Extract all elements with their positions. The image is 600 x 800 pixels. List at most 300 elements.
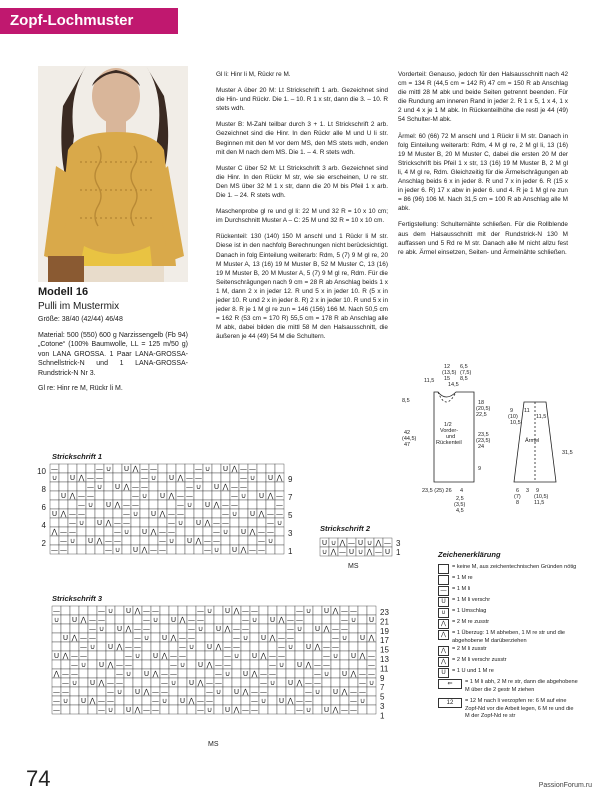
dim-label: (10,5) (534, 494, 549, 500)
chart-symbol: — (52, 606, 61, 616)
row-number: 7 (380, 683, 385, 693)
dim-label: (13,5) (442, 370, 457, 376)
legend (438, 550, 578, 722)
chart-cell (167, 482, 176, 491)
chart-cell (349, 642, 358, 651)
chart-symbol: U (240, 527, 247, 537)
watermark: PassionForum.ru (538, 782, 592, 789)
chart-symbol: U (258, 491, 265, 501)
chart-symbol: — (268, 651, 277, 661)
chart-grid (320, 538, 392, 556)
chart-cell (322, 615, 331, 624)
legend-item (438, 657, 578, 667)
chart-cell (248, 518, 257, 527)
chart-symbol: ∪ (249, 473, 256, 483)
chart-symbol: U (116, 624, 123, 634)
chart-symbol: — (313, 669, 322, 679)
legend-item (438, 608, 578, 618)
chart-symbol: — (59, 545, 68, 555)
chart-cell (77, 536, 86, 545)
chart-cell (313, 606, 322, 615)
chart-cell (131, 518, 140, 527)
chart-symbol: — (77, 509, 86, 519)
chart-symbol: — (140, 482, 149, 492)
chart-symbol: — (160, 669, 169, 679)
chart-symbol: — (221, 518, 230, 528)
chart-symbol: U (348, 547, 355, 557)
chart-cell (68, 545, 77, 554)
chart-cell (124, 696, 133, 705)
chart-cell (205, 669, 214, 678)
chart-cell (59, 482, 68, 491)
row-number: 6 (41, 503, 46, 512)
chart-symbol: — (61, 669, 70, 679)
chart-symbol: U (222, 464, 229, 474)
chart-cell (257, 464, 266, 473)
chart-cell (203, 482, 212, 491)
chart-cell (286, 606, 295, 615)
chart-cell (178, 705, 187, 714)
chart-cell (59, 473, 68, 482)
chart-symbol: — (232, 624, 241, 634)
legend-text: = 1 Umschlag (452, 608, 487, 615)
chart-cell (187, 651, 196, 660)
chart-symbol: — (232, 633, 241, 643)
chart-cell (349, 624, 358, 633)
page-number: 74 (26, 766, 51, 791)
chart-cell (185, 527, 194, 536)
chart-cell (95, 500, 104, 509)
legend-item (438, 679, 578, 694)
chart-symbol: — (358, 687, 367, 697)
chart-symbol: ⋀ (350, 669, 357, 679)
chart-cell (205, 624, 214, 633)
dim-label: 15 (444, 376, 451, 382)
chart-symbol: — (104, 545, 113, 555)
knitting-chart-3-svg (50, 604, 400, 752)
chart-symbol: — (133, 633, 142, 643)
chart-symbol: ∪ (204, 464, 211, 474)
dim-label: (3,5) (454, 502, 466, 508)
chart-cell (266, 500, 275, 509)
chart-symbol: ⋀ (170, 633, 177, 643)
chart-cell (52, 660, 61, 669)
chart-symbol: ⋀ (60, 509, 67, 519)
chart-symbol: ⋀ (267, 491, 274, 501)
chart-symbol: U (213, 482, 220, 492)
chart-cell (61, 660, 70, 669)
chart-cell (124, 678, 133, 687)
chart-cell (221, 491, 230, 500)
chart-symbol: ∪ (251, 615, 258, 625)
chart-cell (88, 669, 97, 678)
chart-symbol: ∪ (359, 696, 366, 706)
chart-cell (194, 500, 203, 509)
chart-symbol: U (204, 500, 211, 510)
chart-symbol: ∪ (96, 482, 103, 492)
chart-symbol: U (197, 660, 204, 670)
chart-symbol: ∪ (233, 651, 240, 661)
dim-label: 4,5 (456, 508, 464, 514)
chart-symbol: ⋀ (107, 660, 114, 670)
chart-symbol: U (98, 660, 105, 670)
chart-symbol: — (295, 606, 304, 616)
row-number: 23 (380, 608, 389, 617)
chart-cell (106, 651, 115, 660)
chart-symbol: — (151, 696, 160, 706)
chart-symbol: U (224, 606, 231, 616)
chart-symbol: — (221, 500, 230, 510)
chart-symbol: ∪ (188, 642, 195, 652)
chart-cell (169, 696, 178, 705)
chart-cell (241, 696, 250, 705)
chart-cell (176, 545, 185, 554)
chart-cell (50, 500, 59, 509)
chart-symbol: ⋀ (305, 660, 312, 670)
chart-symbol: — (266, 527, 275, 537)
chart-cell (277, 606, 286, 615)
chart-symbol: U (132, 545, 139, 555)
row-number: 5 (288, 511, 293, 520)
chart-symbol: — (106, 696, 115, 706)
dim-label: 12 (444, 364, 451, 370)
chart-cell (277, 624, 286, 633)
chart-cell (122, 545, 131, 554)
chart-cell (133, 615, 142, 624)
chart-cell (196, 633, 205, 642)
chart-cell (295, 642, 304, 651)
chart-symbol: — (322, 651, 331, 661)
chart-symbol: — (131, 500, 140, 510)
model-title: Modell 16 (38, 286, 89, 298)
chart-symbol: — (131, 491, 140, 501)
chart-cell (223, 633, 232, 642)
chart-cell (367, 624, 376, 633)
chart-symbol: ⋀ (260, 651, 267, 661)
chart-symbol: ⋀ (375, 538, 382, 548)
chart-symbol: ∪ (330, 538, 337, 548)
chart-cell (266, 464, 275, 473)
dim-label: (10) (508, 414, 518, 420)
chart-cell (68, 464, 77, 473)
chart-symbol: — (230, 500, 239, 510)
legend-symbol (438, 575, 449, 585)
chart-symbol: ⋀ (206, 660, 213, 670)
chart-cell (97, 651, 106, 660)
chart-symbol: — (97, 705, 106, 715)
chart-cell (115, 696, 124, 705)
chart-symbol: — (349, 606, 358, 616)
chart-cell (142, 660, 151, 669)
chart-symbol: ∪ (269, 678, 276, 688)
chart-cell (178, 669, 187, 678)
chart-cell (239, 518, 248, 527)
chart-cell (232, 669, 241, 678)
chart-symbol: ∪ (51, 473, 58, 483)
chart-cell (104, 473, 113, 482)
chart-cell (331, 696, 340, 705)
chart-cell (140, 518, 149, 527)
chart-symbol: ⋀ (62, 651, 69, 661)
chart-cell (113, 464, 122, 473)
chart-cell (88, 660, 97, 669)
chart-cell (115, 651, 124, 660)
chart-cell (286, 660, 295, 669)
chart-symbol: U (224, 705, 231, 715)
chart-cell (196, 651, 205, 660)
chart-symbol: — (187, 615, 196, 625)
chart-cell (50, 536, 59, 545)
chart-cell (277, 687, 286, 696)
chart-symbol: — (239, 464, 248, 474)
chart-symbol: — (52, 696, 61, 706)
chart-symbol: U (305, 642, 312, 652)
chart-symbol: ∪ (341, 633, 348, 643)
chart-cell (275, 482, 284, 491)
chart-symbol: ∪ (150, 473, 157, 483)
chart-cell (275, 545, 284, 554)
chart-symbol: — (122, 518, 131, 528)
chart-symbol: U (323, 705, 330, 715)
chart-grid (52, 606, 376, 714)
chart-symbol: — (277, 651, 286, 661)
chart-symbol: U (170, 615, 177, 625)
paragraph: Muster A über 20 M: Lt Strickschrift 1 arb. Gezeichnet sind die Hin- und Rückr. Die 1. – 10. R 1 x str, dann die 3. – 10. R stets wdh. (216, 87, 388, 113)
chart-symbol: ∪ (53, 615, 60, 625)
chart-cell (79, 606, 88, 615)
chart-symbol: ∪ (350, 615, 357, 625)
chart-symbol: — (104, 536, 113, 546)
chart-symbol: U (179, 696, 186, 706)
paragraph: Gl li: Hinr li M, Rückr re M. (216, 71, 291, 78)
chart-symbol: — (79, 633, 88, 643)
chart-cell (230, 518, 239, 527)
chart-symbol: U (60, 491, 67, 501)
chart-cell (158, 518, 167, 527)
chart-cell (230, 473, 239, 482)
chart-cell (367, 606, 376, 615)
chart-cell (151, 633, 160, 642)
chart-cell (194, 509, 203, 518)
chart-symbol: — (203, 545, 212, 555)
chart-cell (70, 705, 79, 714)
paragraph: Rückenteil: 130 (140) 150 M anschl und 1 Rückr li M str. Diese ist in den nachfolg Berechnungen nicht berücksichtigt. Danach in folg Einteilung weiterarb: Rdm, 5 (7) 9 M gl re, 20 M Muster A, 13 (16) 19 M Muster B, 52 M Muster C, 13 (16) 19 M Muster B, 20 M Muster A, 5 (7) 9 M gl re, Rdm. Für die Seitenschrägungen nach 9 cm = 28 R ab Anschlag beids 1 x 1 M, dann 2 x in jeder 12. R und 5 x in jeder 10. R (5 x in jeder 10. R und 2 x in jeder 8. R) 2 x in jeder 10. R und 5 x in jeder 8. R je 1 M gl re zun = 146 (156) 166 M. Nach 50,5 cm = 162 R (53 cm = 170 R) 55,5 cm = 178 R ab Anschlag alle M abk, dabei bilden die mittl 58 M den Halsausschnitt, die äußeren je 44 (49) 54 M die Schultern. (216, 233, 388, 341)
page-title: Zopf-Lochmuster (0, 8, 178, 34)
chart-cell (349, 678, 358, 687)
chart-cell (52, 642, 61, 651)
dim-label: Vorder- (440, 428, 459, 434)
chart-cell (140, 509, 149, 518)
material-text: Material: 500 (550) 600 g Narzissengelb (Fb 94) „Cotone“ (100% Baumwolle, LL = 125 m/50 g) von LANA GROSSA. 1 Paar LANA-GROSSA-Schnellstrick-N und 1 LANA-GROSSA-Rundstrick-N Nr 3. (38, 331, 188, 377)
chart-symbol: — (124, 642, 133, 652)
chart-cell (86, 518, 95, 527)
chart-cell (178, 624, 187, 633)
chart-cell (185, 518, 194, 527)
chart-symbol: ⋀ (51, 527, 58, 537)
chart-cell (77, 464, 86, 473)
legend-text: = 1 M li abh, 2 M re str, dann die abgehobene M über die 2 gestr M ziehen (465, 679, 578, 693)
chart-symbol: — (203, 536, 212, 546)
row-number: 5 (380, 692, 385, 702)
chart-symbol: ⋀ (114, 500, 121, 510)
chart-symbol: ⋀ (159, 509, 166, 519)
chart-cell (106, 633, 115, 642)
chart-symbol: U (215, 624, 222, 634)
chart-cell (70, 642, 79, 651)
chart-symbol: ∪ (260, 696, 267, 706)
chart-symbol: ∪ (62, 696, 69, 706)
chart-cell (149, 491, 158, 500)
chart-symbol: U (141, 527, 148, 537)
chart-cell (133, 660, 142, 669)
chart-symbol: — (50, 464, 59, 474)
chart-symbol: ∪ (231, 509, 238, 519)
legend-text: = keine M, aus zeichentechnischen Gründen nötig (452, 564, 577, 571)
row-number: 1 (396, 548, 401, 557)
chart-cell (340, 696, 349, 705)
chart-symbol: — (250, 687, 259, 697)
dim-label: 11,5 (536, 414, 547, 420)
chart-symbol: ∪ (323, 669, 330, 679)
paragraph: Fertigstellung: Schulternähte schließen. Für die Rollblende aus dem Halsausschnitt mit der Rundstrick-N 130 M auffassen und 5 Rd re M str. Danach alle M nicht allzu fest re abk. Ärmel einsetzen, Seiten- und Ärmelnähte schließen. (398, 221, 568, 256)
chart-symbol: — (50, 545, 59, 555)
legend-text: = 2 M li zusstr (452, 646, 487, 653)
chart-cell (304, 633, 313, 642)
chart-symbol: ⋀ (179, 615, 186, 625)
chart-cell (187, 687, 196, 696)
legend-text: = 2 M re zusstr (452, 619, 490, 626)
chart-symbol: — (196, 696, 205, 706)
chart-symbol: — (286, 624, 295, 634)
chart-cell (169, 687, 178, 696)
chart-cell (223, 615, 232, 624)
chart-cell (331, 669, 340, 678)
chart-symbol: — (68, 527, 77, 537)
chart-cell (367, 696, 376, 705)
chart-symbol: U (359, 633, 366, 643)
chart-cell (50, 482, 59, 491)
chart-symbol: ∪ (80, 660, 87, 670)
chart-cell (230, 527, 239, 536)
chart-cell (140, 500, 149, 509)
chart-symbol: — (349, 696, 358, 706)
chart-cell (77, 482, 86, 491)
chart-symbol: ⋀ (359, 651, 366, 661)
chart-cell (187, 606, 196, 615)
chart-cell (88, 687, 97, 696)
chart-symbol: U (186, 536, 193, 546)
chart-cell (331, 660, 340, 669)
chart-symbol: — (266, 509, 275, 519)
chart3-title: Strickschrift 3 (52, 594, 103, 603)
chart-cell (259, 615, 268, 624)
chart-symbol: ∪ (332, 651, 339, 661)
chart-symbol: — (77, 491, 86, 501)
chart-symbol: U (71, 615, 78, 625)
dim-label: 11 (524, 408, 530, 414)
chart-symbol: — (115, 660, 124, 670)
chart-symbol: U (296, 660, 303, 670)
chart-cell (106, 624, 115, 633)
chart-cell (313, 651, 322, 660)
chart-cell (158, 473, 167, 482)
chart-cell (59, 500, 68, 509)
dim-label: 6,5 (460, 364, 468, 370)
chart-symbol: — (149, 545, 158, 555)
chart-cell (178, 606, 187, 615)
chart-cell (221, 473, 230, 482)
chart-symbol: U (168, 473, 175, 483)
chart-symbol: — (79, 642, 88, 652)
dim-label: 8,5 (460, 376, 468, 382)
chart-cell (88, 606, 97, 615)
chart-symbol: ⋀ (213, 500, 220, 510)
chart-symbol: — (95, 464, 104, 474)
chart-symbol: — (169, 669, 178, 679)
dim-label: 9 (478, 466, 482, 472)
chart-symbol: — (68, 518, 77, 528)
chart-cell (158, 500, 167, 509)
chart-symbol: — (277, 642, 286, 652)
chart-symbol: — (241, 705, 250, 715)
chart-symbol: ∪ (213, 545, 220, 555)
chart-symbol: ∪ (240, 491, 247, 501)
chart-symbol: ∪ (152, 615, 159, 625)
chart-cell (97, 687, 106, 696)
chart-symbol: U (287, 678, 294, 688)
chart-symbol: ⋀ (161, 651, 168, 661)
chart-cell (248, 482, 257, 491)
chart-cell (169, 606, 178, 615)
chart-cell (266, 545, 275, 554)
chart-symbol: — (367, 651, 376, 661)
chart-symbol: — (214, 669, 223, 679)
chart-symbol: — (158, 527, 167, 537)
legend-item (438, 564, 578, 574)
chart-symbol: ⋀ (134, 705, 141, 715)
chart-symbol: ⋀ (233, 606, 240, 616)
chart-symbol: — (322, 642, 331, 652)
row-number: 17 (380, 636, 389, 646)
chart-symbol: — (61, 678, 70, 688)
paragraph: Muster C über 52 M: Lt Strickschrift 3 arb. Gezeichnet sind die Hinr. In den Rückr M str, wie sie erscheinen, U re str. Den MS über 32 M 1 x str, dann die 20 M bis Pfeil 1 x arb. Die 1. – 24. R stets wdh. (216, 164, 388, 200)
chart-symbol: ∪ (168, 536, 175, 546)
chart-symbol: ⋀ (168, 491, 175, 501)
chart-symbol: — (205, 678, 214, 688)
dim-label: Ärmel (525, 438, 540, 444)
chart-cell (160, 606, 169, 615)
chart-cell (358, 615, 367, 624)
chart-symbol: — (115, 669, 124, 679)
chart-symbol: ⋀ (332, 705, 339, 715)
chart-symbol: U (231, 545, 238, 555)
legend-item (438, 575, 578, 585)
dim-label: 9 (536, 488, 540, 494)
chart-symbol: ⋀ (177, 473, 184, 483)
chart-symbol: — (133, 642, 142, 652)
chart-symbol: — (340, 624, 349, 634)
chart-symbol: U (195, 518, 202, 528)
dim-label: 2,5 (456, 496, 464, 502)
chart-symbol: U (80, 696, 87, 706)
chart-cell (257, 500, 266, 509)
legend-text: = 1 M re (452, 575, 473, 582)
chart-symbol: ∪ (89, 642, 96, 652)
chart-symbol: ⋀ (123, 482, 130, 492)
chart-cell (257, 473, 266, 482)
legend-symbol: — (438, 586, 449, 596)
chart-symbol: U (188, 678, 195, 688)
